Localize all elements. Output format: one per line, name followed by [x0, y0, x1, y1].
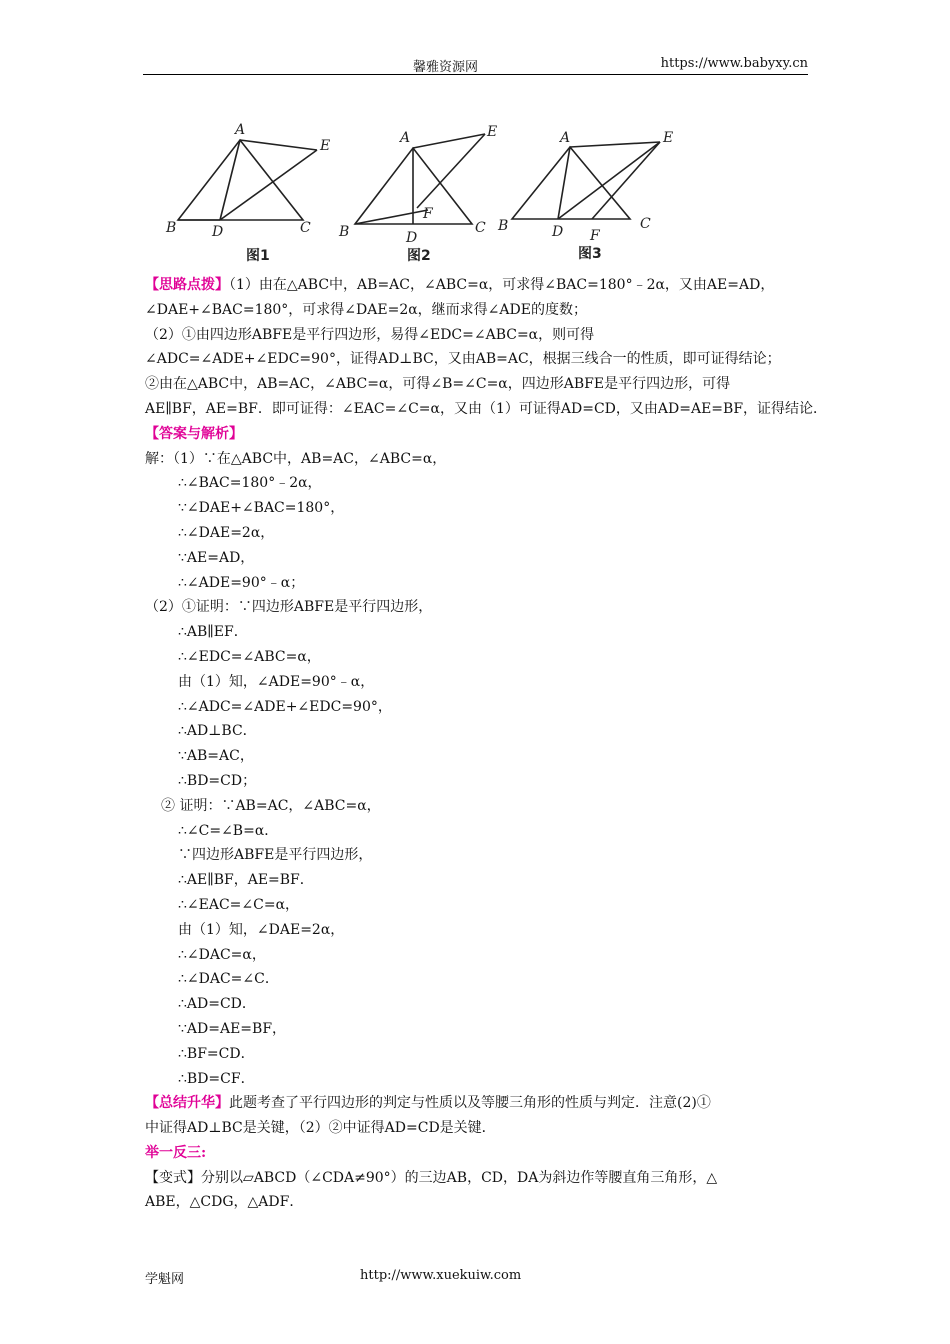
fig3-de — [558, 142, 660, 219]
answer-line: ② 证明：∵AB=AC，∠ABC=α， — [161, 797, 381, 814]
geometry-figures — [160, 112, 700, 272]
fig2-label-f: F — [423, 206, 433, 222]
answer-line: ∴BD=CD； — [178, 772, 257, 789]
summary-line-1: 【总结升华】此题考查了平行四边形的判定与性质以及等腰三角形的性质与判定．注意(2)① — [145, 1095, 711, 1112]
summary-tag: 【总结升华】 — [145, 1095, 229, 1112]
hint-tag: 【思路点拨】 — [145, 277, 229, 293]
fig1-ae — [240, 140, 317, 150]
fig1-caption: 图1 — [246, 248, 270, 264]
page-footer — [145, 1268, 810, 1287]
fig2-label-c: C — [475, 220, 486, 236]
fig2-label-b: B — [339, 224, 350, 240]
practice-title: 举一反三: — [145, 1144, 207, 1161]
answer-line: ∴AB∥EF． — [178, 624, 248, 641]
solution-content — [145, 273, 828, 1215]
fig3-ae — [570, 142, 660, 147]
fig3-label-d: D — [552, 224, 564, 240]
answer-line: ∴AE∥BF，AE=BF． — [178, 872, 314, 889]
answer-line: ∴∠C=∠B=α． — [178, 822, 279, 839]
practice-line-2: ABE，△CDG，△ADF． — [145, 1194, 304, 1211]
answer-line: ∴AD⊥BC． — [178, 723, 257, 740]
answer-line: ∵AB=AC， — [178, 748, 254, 765]
figure-diagrams — [160, 112, 700, 272]
footer-url: http://www.xuekuiw.com — [360, 1268, 522, 1283]
header-url: https://www.babyxy.cn — [660, 56, 808, 71]
answer-tag: 【答案与解析】 — [145, 425, 243, 442]
fig3-fe — [592, 142, 660, 219]
fig1-label-a: A — [235, 122, 246, 138]
answer-line: 由（1）知，∠DAE=2α， — [178, 921, 345, 938]
fig2-label-d: D — [406, 230, 418, 246]
page-header — [143, 52, 808, 75]
answer-line: ∴∠EAC=∠C=α， — [178, 896, 300, 913]
fig3-ad — [558, 147, 570, 219]
summary-line-2: 中证得AD⊥BC是关键，（2）②中证得AD=CD是关键． — [145, 1120, 496, 1137]
fig3-label-f: F — [590, 228, 600, 244]
fig1-label-d: D — [212, 224, 224, 240]
footer-site-name: 学魁网 — [145, 1272, 185, 1287]
hint-line-4: ∠ADC=∠ADE+∠EDC=90°，证得AD⊥BC，又由AB=AC，根据三线合一的性质，即可证得结论； — [145, 351, 781, 368]
answer-line: ∵AE=AD， — [178, 549, 255, 566]
answer-line: （2）①证明：∵四边形ABFE是平行四边形， — [145, 599, 433, 616]
fig2-caption: 图2 — [407, 248, 431, 264]
fig3-label-c: C — [640, 216, 651, 232]
fig3-caption: 图3 — [578, 246, 602, 262]
fig3-label-a: A — [560, 130, 571, 146]
answer-line: ∵∠DAE+∠BAC=180°， — [178, 500, 345, 517]
practice-line-1: 【变式】分别以▱ABCD（∠CDA≠90°）的三边AB，CD，DA为斜边作等腰直角三角形，△ — [145, 1169, 718, 1186]
answer-line: ∴∠EDC=∠ABC=α， — [178, 648, 321, 665]
fig3-label-e: E — [663, 130, 674, 146]
answer-line: ∵四边形ABFE是平行四边形， — [178, 847, 373, 864]
answer-line: ∴∠ADC=∠ADE+∠EDC=90°， — [178, 698, 392, 715]
answer-line: ∴BF=CD． — [178, 1045, 255, 1062]
fig3-label-b: B — [498, 218, 509, 234]
answer-line: ∴∠DAC=α， — [178, 946, 266, 963]
answer-line: ∴∠BAC=180°﹣2α， — [178, 475, 322, 492]
fig2-label-e: E — [487, 124, 498, 140]
answer-line: ∴∠DAE=2α， — [178, 524, 275, 541]
fig1-triangle — [178, 140, 303, 220]
fig1-label-e: E — [320, 138, 331, 154]
answer-line: 由（1）知，∠ADE=90°﹣α， — [178, 673, 375, 690]
fig1-label-b: B — [166, 220, 177, 236]
fig1-label-c: C — [300, 220, 311, 236]
fig2-label-a: A — [400, 130, 411, 146]
hint-line-5: ②由在△ABC中，AB=AC，∠ABC=α，可得∠B=∠C=α，四边形ABFE是平行四边形，可得 — [145, 376, 731, 393]
answer-line: ∵AD=AE=BF， — [178, 1020, 287, 1037]
fig2-bf — [355, 210, 428, 224]
hint-line-6: AE∥BF，AE=BF．即可证得：∠EAC=∠C=α，又由（1）可证得AD=CD，又由AD=AE=BF，证得结论． — [145, 400, 828, 417]
header-site-name: 馨雅资源网 — [413, 60, 479, 75]
hint-line-2: ∠DAE+∠BAC=180°，可求得∠DAE=2α，继而求得∠ADE的度数； — [145, 301, 587, 318]
answer-line: 解：（1）∵在△ABC中，AB=AC，∠ABC=α， — [145, 450, 447, 467]
hint-line-3: （2）①由四边形ABFE是平行四边形，易得∠EDC=∠ABC=α，则可得 — [145, 326, 595, 343]
answer-line: ∴BD=CF． — [178, 1070, 255, 1087]
answer-line: ∴∠ADE=90°﹣α； — [178, 574, 305, 591]
hint-line-1: 【思路点拨】（1）由在△ABC中，AB=AC，∠ABC=α，可求得∠BAC=180°﹣2α，又由AE=AD， — [145, 277, 775, 293]
answer-line: ∴∠DAC=∠C． — [178, 971, 279, 988]
answer-line: ∴AD=CD． — [178, 996, 256, 1013]
